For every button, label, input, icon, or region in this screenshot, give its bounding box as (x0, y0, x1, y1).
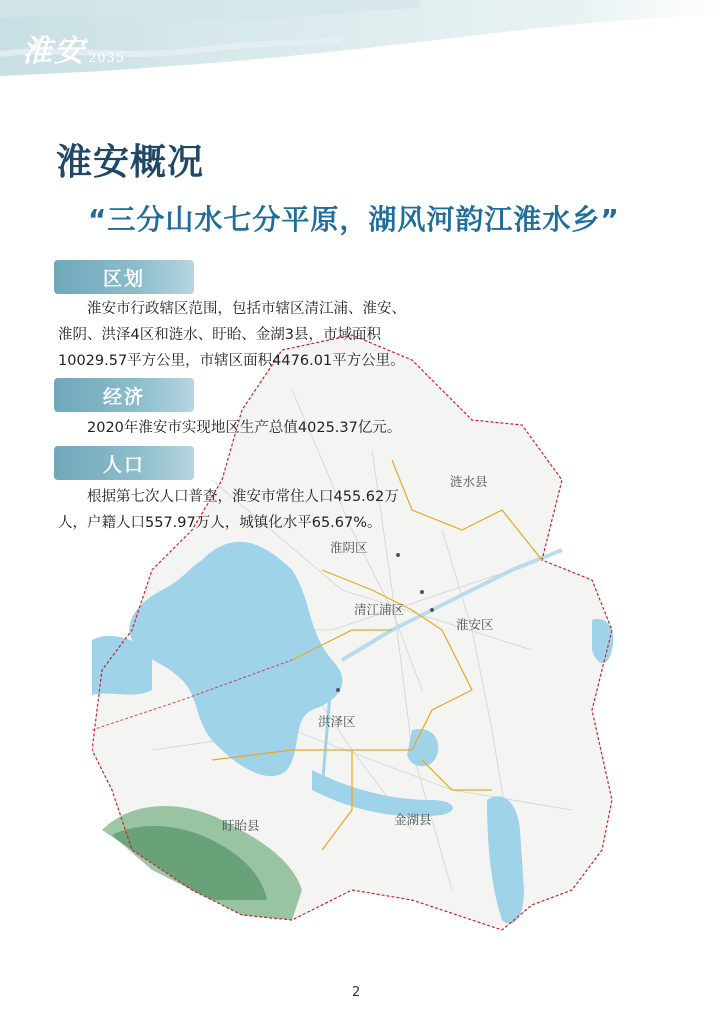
brand-logo (22, 26, 125, 70)
label-jinhu: 金湖县 (394, 812, 432, 827)
tag-economy: 经济 (54, 378, 194, 412)
label-hongze: 洪泽区 (318, 714, 356, 729)
division-text: 淮安市行政辖区范围，包括市辖区清江浦、淮安、淮阴、洪泽4区和涟水、盱眙、金湖3县，市域面积10029.57平方公里，市辖区面积4476.01平方公里。 (58, 301, 406, 369)
brand-name: 淮安 (22, 34, 86, 69)
label-huaian: 淮安区 (456, 617, 494, 632)
page-title: 淮安概况 (56, 142, 205, 183)
economy-text: 2020年淮安市实现地区生产总值4025.37亿元。 (87, 420, 402, 436)
label-qingjiangpu: 清江浦区 (354, 602, 405, 617)
tag-population: 人口 (54, 446, 194, 480)
label-xuyi: 盱眙县 (222, 818, 260, 833)
population-text: 根据第七次人口普查，淮安市常住人口455.62万人，户籍人口557.97万人，城镇化水平65.67%。 (58, 489, 399, 531)
label-huaiyin: 淮阴区 (330, 540, 368, 555)
brand-year: 2035 (88, 51, 126, 66)
label-lianshui: 涟水县 (450, 474, 488, 489)
subtitle: “三分山水七分平原，湖风河韵江淮水乡” (88, 203, 620, 236)
page-number: 2 (352, 985, 361, 1000)
tag-division: 区划 (54, 260, 194, 294)
